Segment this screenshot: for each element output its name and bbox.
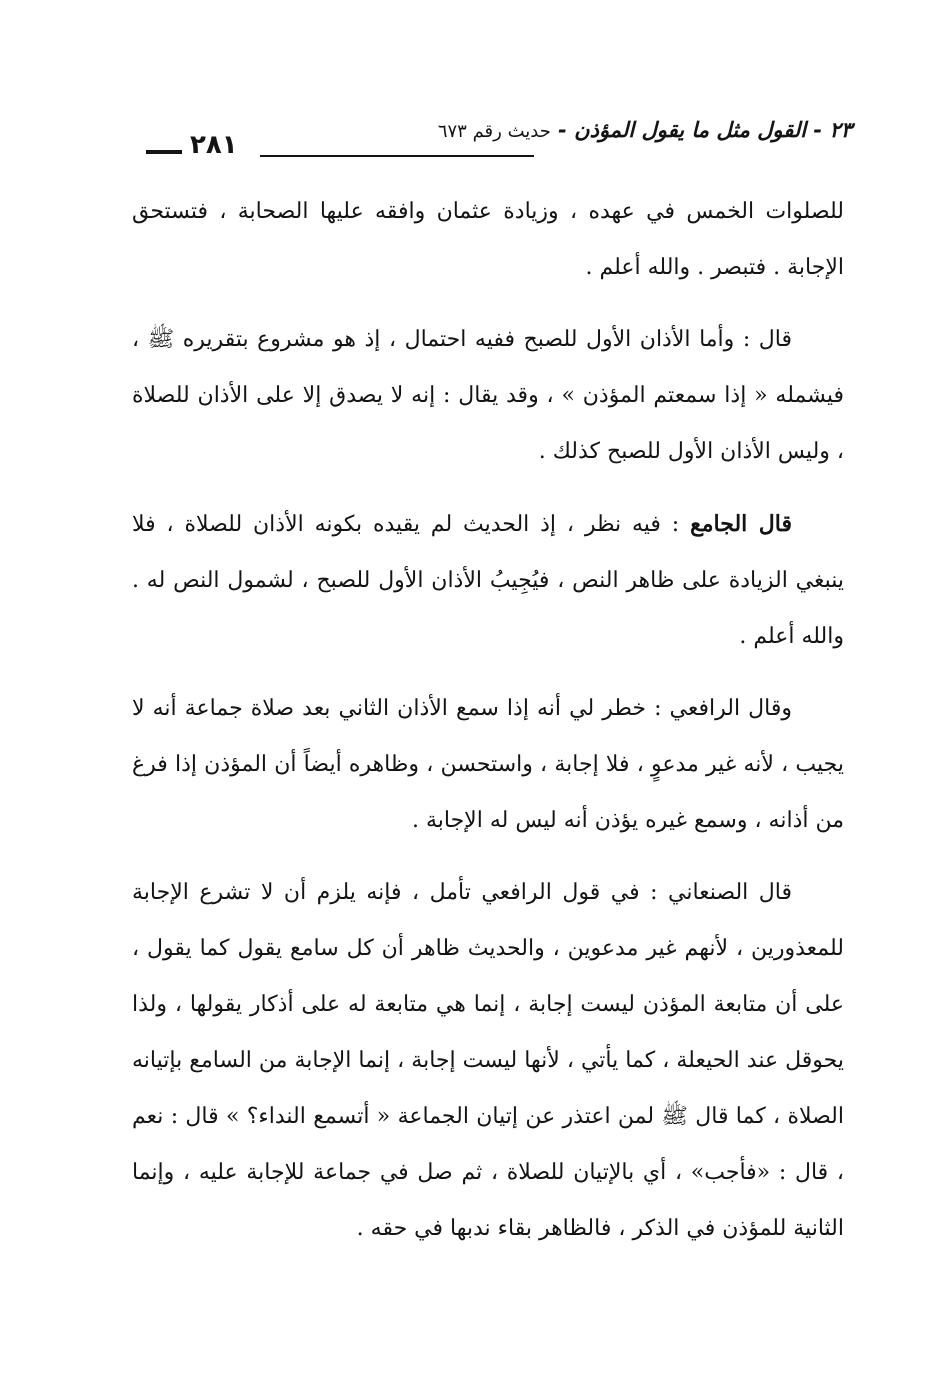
body-text — [132, 184, 844, 1273]
page-number-dash — [146, 150, 182, 154]
paragraph-3 — [132, 496, 844, 665]
page-header — [146, 112, 852, 164]
page-number: ٢٨١ — [190, 130, 238, 160]
chapter-title: ٢٣ - القول مثل ما يقول المؤذن - — [558, 118, 852, 142]
paragraph-1: للصلوات الخمس في عهده ، وزيادة عثمان وافقه عليها الصحابة ، فتستحق الإجابة . فتبصر . والله أعلم . — [132, 199, 844, 280]
running-title — [438, 118, 852, 142]
paragraph-4: وقال الرافعي : خطر لي أنه إذا سمع الأذان الثاني بعد صلاة جماعة أنه لا يجيب ، لأنه غير مدعوٍ ، فلا إجابة ، واستحسن ، وظاهره أيضاً أن المؤذن إذا فرغ من أذانه ، وسمع غيره يؤذن أنه ليس له الإجابة . — [132, 696, 844, 833]
header-rule — [260, 155, 534, 157]
hadith-number: حديث رقم ٦٧٣ — [437, 121, 551, 142]
paragraph-5: قال الصنعاني : في قول الرافعي تأمل ، فإنه يلزم أن لا تشرع الإجابة للمعذورين ، لأنهم غير مدعوين ، والحديث ظاهر أن كل سامع يقول كما يقول ، على أن متابعة المؤذن ليست إجابة ، إنما هي متابعة له على أذكار يقولها ، ولذا يحوقل عند الحيعلة ، كما يأتي ، لأنها ليست إجابة ، إنما الإجابة من السامع بإتيانه الصلاة ، كما قال ﷺ لمن اعتذر عن إتيان الجماعة « أتسمع النداء؟ » قال : نعم ، قال : «فأجب» ، أي بالإتيان للصلاة ، ثم صل في جماعة للإجابة عليه ، وإنما الثانية للمؤذن في الذكر ، فالظاهر بقاء ندبها في حقه . — [132, 880, 844, 1241]
paragraph-3-lead: قال الجامع — [690, 511, 792, 537]
paragraph-2: قال : وأما الأذان الأول للصبح ففيه احتمال ، إذ هو مشروع بتقريره ﷺ ، فيشمله « إذا سمعتم المؤذن » ، وقد يقال : إنه لا يصدق إلا على الأذان للصلاة ، وليس الأذان الأول للصبح كذلك . — [132, 327, 844, 464]
paragraph-3-text: : فيه نظر ، إذ الحديث لم يقيده بكونه الأذان للصلاة ، فلا ينبغي الزيادة على ظاهر النص ، فيُجِيبُ الأذان الأول للصبح ، لشمول النص له . والله أعلم . — [132, 512, 844, 649]
